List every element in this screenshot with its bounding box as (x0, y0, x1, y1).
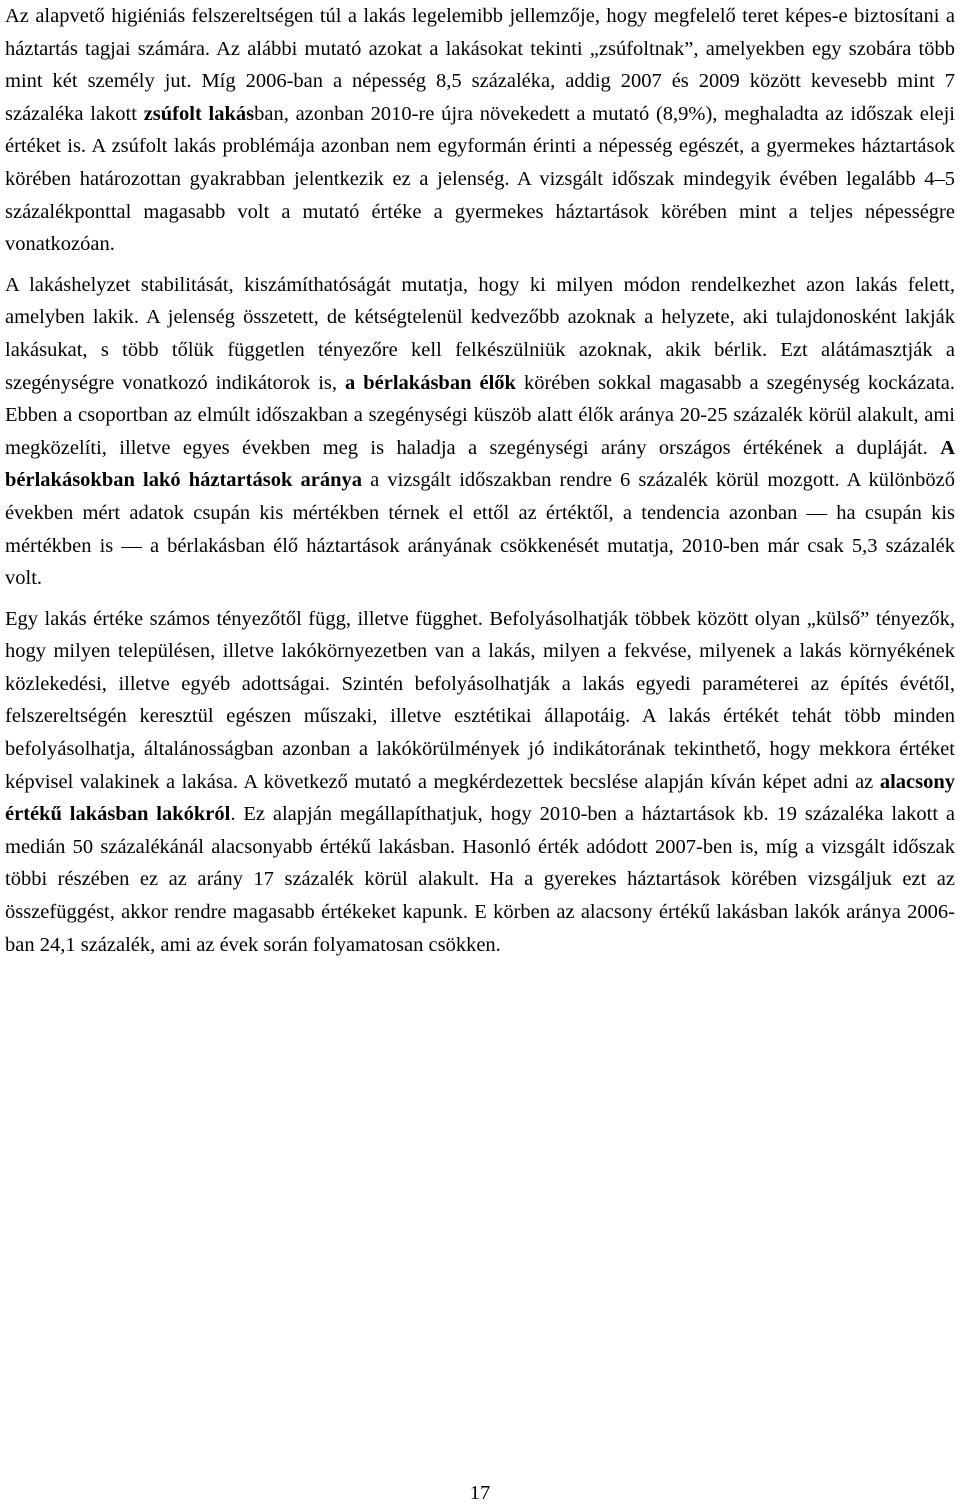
text-run: Az alapvető higiéniás felszereltségen túl a lakás legelemibb jellemzője, hogy megfelelő teret képes-e biztosítani a háztartás tagjai számára. Az alábbi mutató azokat a lakásokat tekinti „zsúfoltnak”, amelyekben egy szobára több mint két személy jut. Míg 2006-ban a népesség 8,5 százaléka, addig 2007 és 2009 között kevesebb mint 7 százaléka lakott (5, 5, 955, 125)
bold-term-low-value-housing: alacsony értékű lakásban lakókról (5, 770, 955, 826)
text-run: A lakáshelyzet stabilitását, kiszámíthatóságát mutatja, hogy ki milyen módon rendelkezhet azon lakás felett, amelyben lakik. A jelenség összetett, de kétségtelenül kedvezőbb azoknak a helyzete, aki tulajdonosként lakják lakásukat, s több tőlük független tényezőre kell felkészülniük azoknak, akik bérlik. Ezt alátámasztják a szegénységre vonatkozó indikátorok is, (5, 273, 955, 394)
paragraph-crowded-housing (5, 0, 955, 261)
text-run: Egy lakás értéke számos tényezőtől függ, illetve függhet. Befolyásolhatják többek között olyan „külső” tényezők, hogy milyen településen, illetve lakókörnyezetben van a lakás, milyen a fekvése, milyenek a lakás környékének közlekedési, illetve egyéb adottságai. Szintén befolyásolhatják a lakás egyedi paraméterei az építés évétől, felszereltségén keresztül egészen műszaki, illetve esztétikai állapotáig. A lakás értékét tehát több minden befolyásolhatja, általánosságban azonban a lakókörülmények jó indikátorának tekinthető, hogy mekkora értéket képvisel valakinek a lakása. A következő mutató a megkérdezettek becslése alapján kíván képet adni az (5, 607, 955, 793)
document-page (5, 0, 955, 961)
text-run: a vizsgált időszakban rendre 6 százalék körül mozgott. A különböző években mért adatok csupán kis mértékben térnek el ettől az értéktől, a tendencia azonban — ha csupán kis mértékben is — a bérlakásban élő háztartások arányának csökkenését mutatja, 2010-ben már csak 5,3 százalék volt. (5, 469, 955, 590)
text-run: körében sokkal magasabb a szegénység kockázata. Ebben a csoportban az elmúlt időszakban a szegénységi küszöb alatt élők aránya 20-25 százalék körül alakult, ami megközelíti, illetve egyes években meg is haladja a szegénységi arány országos értékének a dupláját. (5, 371, 955, 459)
paragraph-housing-tenure (5, 269, 955, 595)
paragraph-housing-value (5, 603, 955, 962)
page-number: 17 (469, 1482, 491, 1504)
text-run: . Ez alapján megállapíthatjuk, hogy 2010-ben a háztartások kb. 19 százaléka lakott a medián 50 százalékánál alacsonyabb értékű lakásban. Hasonló érték adódott 2007-ben is, míg a vizsgált időszak többi részében ez az arány 17 százalék körül alakult. Ha a gyerekes háztartások körében vizsgáljuk ezt az összefüggést, akkor rendre magasabb értékeket kapunk. E körben az alacsony értékű lakásban lakók aránya 2006-ban 24,1 százalék, ami az évek során folyamatosan csökken. (5, 803, 955, 956)
bold-term-renters: a bérlakásban élők (345, 371, 516, 394)
text-run: ban, azonban 2010-re újra növekedett a mutató (8,9%), meghaladta az időszak eleji értéket is. A zsúfolt lakás problémája azonban nem egyformán érinti a népesség egészét, a gyermekes háztartások körében határozottan gyakrabban jelentkezik ez a jelenség. A vizsgált időszak mindegyik évében legalább 4–5 százalékponttal magasabb volt a mutató értéke a gyermekes háztartások körében mint a teljes népességre vonatkozóan. (5, 102, 956, 256)
bold-term-crowded-housing: zsúfolt lakás (143, 102, 255, 125)
bold-term-rental-share: A bérlakásokban lakó háztartások aránya (5, 436, 955, 492)
